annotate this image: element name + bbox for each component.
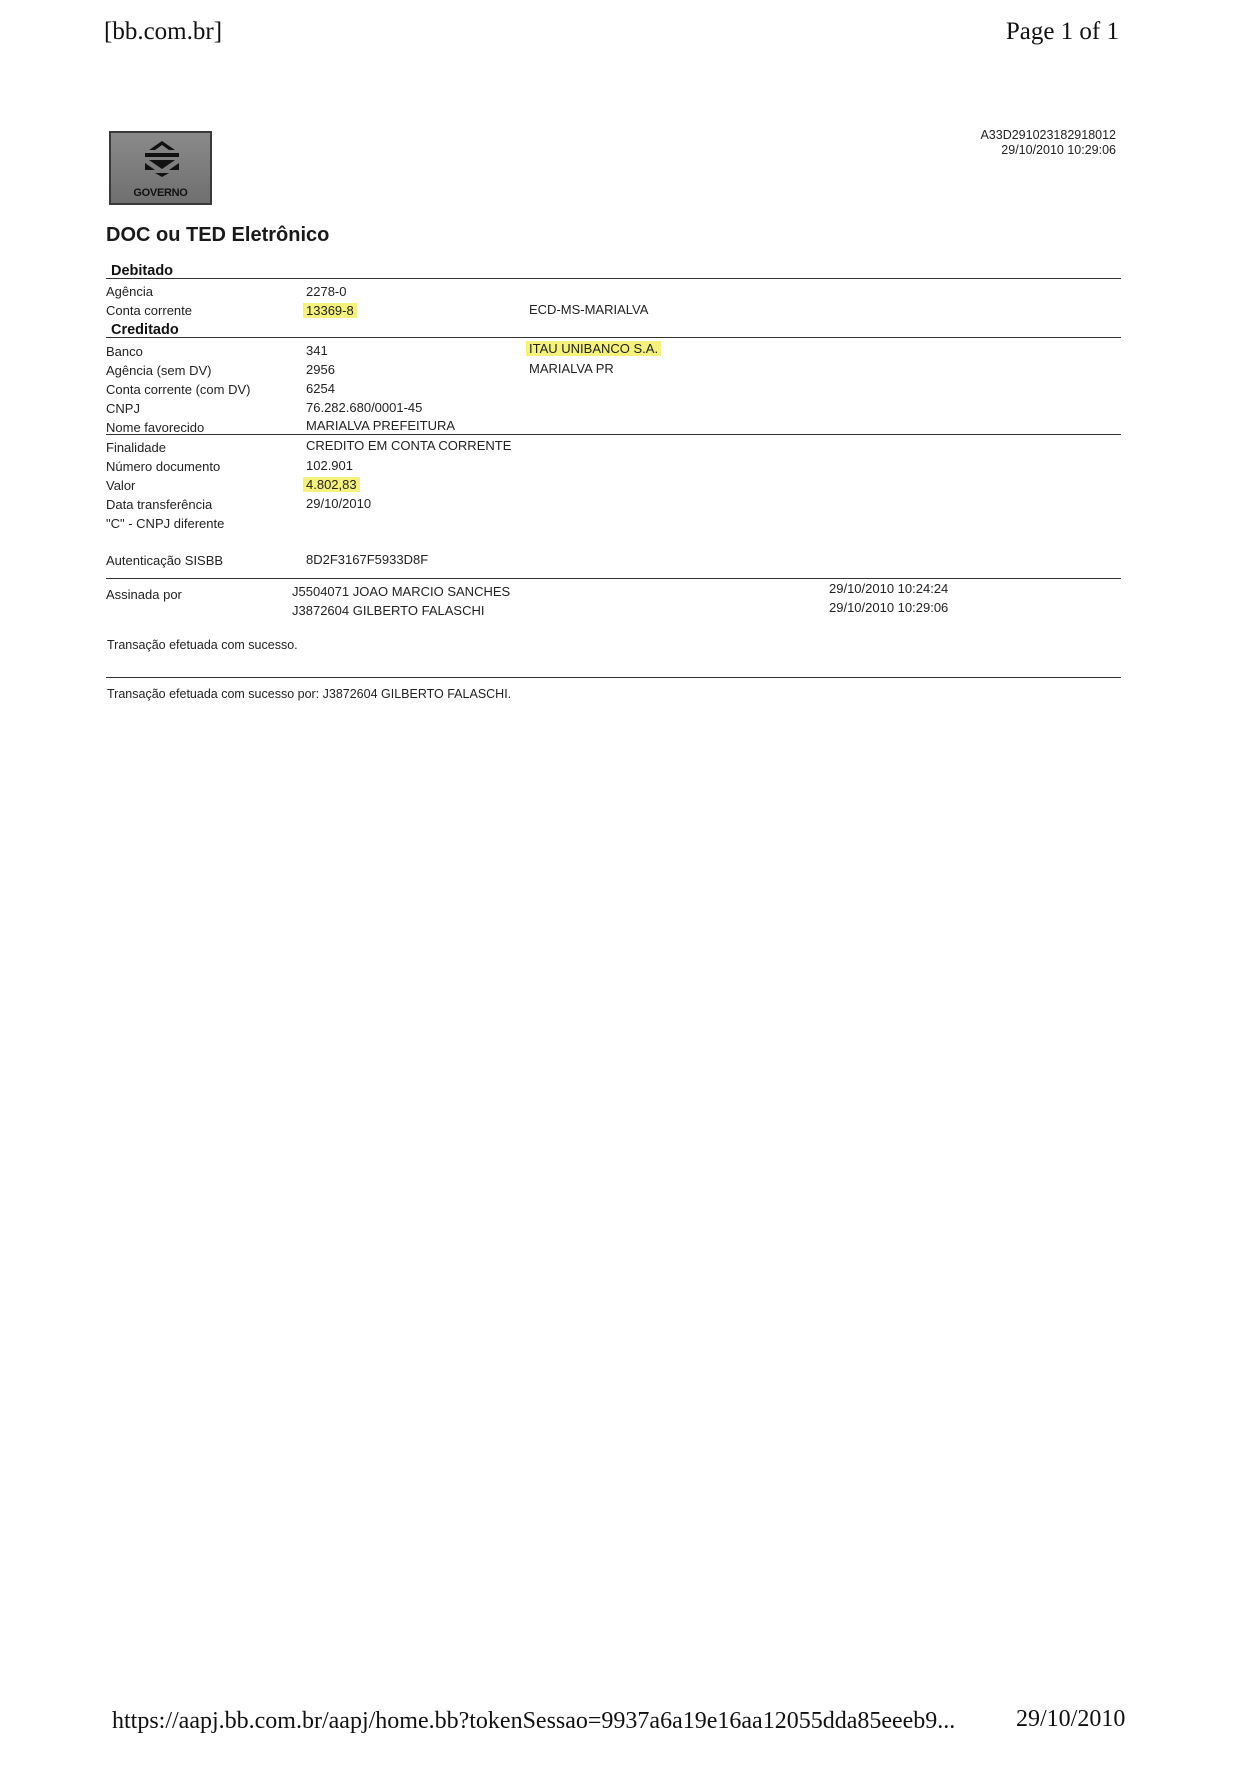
logo-caption: GOVERNO	[133, 187, 188, 199]
value-valor-wrap	[306, 477, 360, 492]
divider	[106, 337, 1121, 338]
label-cnpj: CNPJ	[106, 401, 140, 416]
label-cnpj-diferente: "C" - CNPJ diferente	[106, 516, 225, 531]
value-agencia-debito: 2278-0	[306, 284, 347, 299]
value-cnpj: 76.282.680/0001-45	[306, 400, 423, 415]
label-finalidade: Finalidade	[106, 440, 166, 455]
value-banco-nome: ITAU UNIBANCO S.A.	[526, 341, 661, 356]
label-agencia-debito: Agência	[106, 284, 153, 299]
value-agencia-credito: 2956	[306, 362, 335, 377]
reference-datetime: 29/10/2010 10:29:06	[1001, 143, 1116, 157]
banco-do-brasil-logo-icon	[141, 139, 183, 179]
label-data-transferencia: Data transferência	[106, 497, 213, 512]
value-valor: 4.802,83	[303, 477, 360, 492]
footer-url: https://aapj.bb.com.br/aapj/home.bb?tokenSessao=9937a6a19e16aa12055dda85eeeb9...	[112, 1708, 956, 1734]
value-data-transferencia: 29/10/2010	[306, 496, 372, 511]
value-numero-documento: 102.901	[306, 458, 353, 473]
value-titular-debito: ECD-MS-MARIALVA	[529, 302, 649, 317]
label-conta-debito: Conta corrente	[106, 303, 192, 318]
value-cidade: MARIALVA PR	[529, 361, 614, 376]
value-banco: 341	[306, 343, 328, 358]
bank-logo	[109, 131, 212, 205]
value-conta-debito-wrap	[306, 303, 357, 318]
signer-datetime: 29/10/2010 10:29:06	[829, 600, 949, 615]
label-autenticacao: Autenticação SISBB	[106, 553, 224, 568]
label-valor: Valor	[106, 478, 136, 493]
status-message-final: Transação efetuada com sucesso por: J3872604 GILBERTO FALASCHI.	[107, 687, 512, 701]
signer-name: J3872604 GILBERTO FALASCHI	[292, 603, 485, 618]
value-conta-credito: 6254	[306, 381, 335, 396]
divider	[106, 278, 1121, 279]
value-banco-nome-wrap	[529, 341, 661, 356]
label-favorecido: Nome favorecido	[106, 420, 205, 435]
divider	[106, 434, 1121, 435]
page-title: DOC ou TED Eletrônico	[106, 224, 330, 246]
label-numero-documento: Número documento	[106, 459, 221, 474]
value-favorecido: MARIALVA PREFEITURA	[306, 418, 456, 433]
value-autenticacao: 8D2F3167F5933D8F	[306, 552, 429, 567]
signer-name: J5504071 JOAO MARCIO SANCHES	[292, 584, 511, 599]
divider	[106, 677, 1121, 678]
divider	[106, 578, 1121, 579]
label-assinada-por: Assinada por	[106, 587, 182, 602]
section-debitado: Debitado	[111, 263, 174, 279]
header-site: [bb.com.br]	[104, 18, 223, 45]
value-conta-debito: 13369-8	[303, 303, 357, 318]
header-page-number: Page 1 of 1	[1005, 18, 1119, 45]
label-conta-credito: Conta corrente (com DV)	[106, 382, 251, 397]
label-agencia-credito: Agência (sem DV)	[106, 363, 212, 378]
signer-datetime: 29/10/2010 10:24:24	[829, 581, 949, 596]
reference-code: A33D291023182918012	[980, 128, 1116, 142]
label-banco: Banco	[106, 344, 143, 359]
footer-date: 29/10/2010	[1016, 1706, 1126, 1732]
value-finalidade: CREDITO EM CONTA CORRENTE	[306, 438, 512, 453]
status-message: Transação efetuada com sucesso.	[107, 638, 298, 652]
section-creditado: Creditado	[111, 322, 179, 338]
